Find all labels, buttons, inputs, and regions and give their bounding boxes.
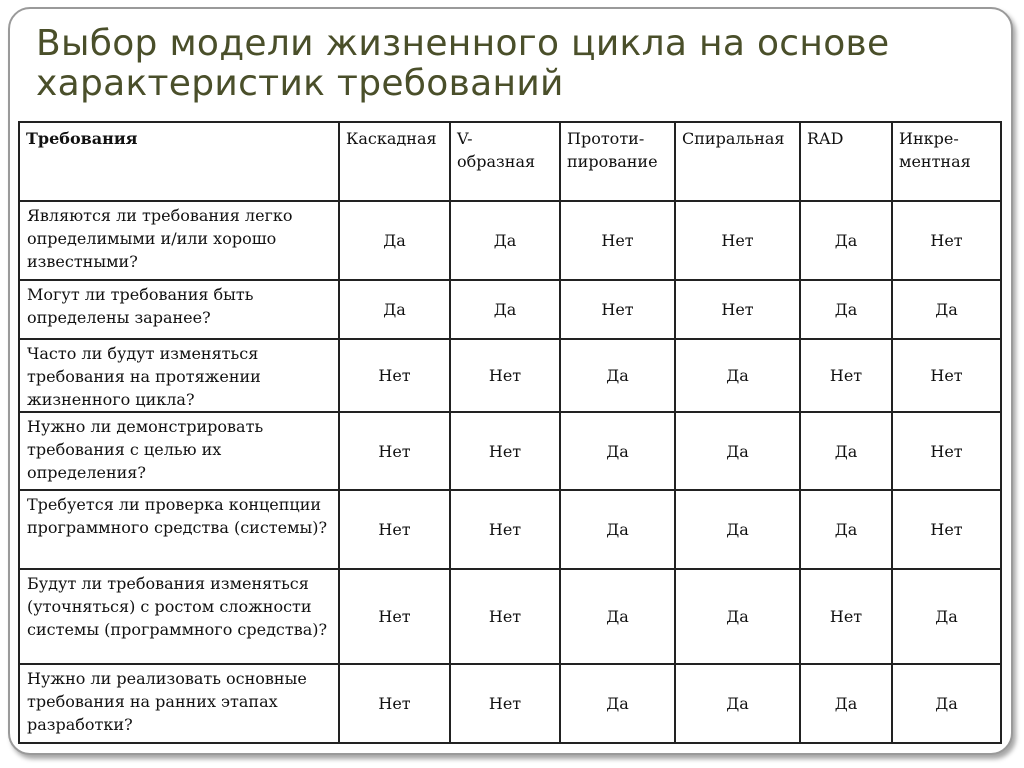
column-header-rad: RAD	[800, 122, 892, 201]
value-cell: Да	[560, 664, 675, 743]
value-cell: Нет	[450, 339, 560, 412]
column-header-prototyping: Прототи- пирование	[560, 122, 675, 201]
value-cell: Да	[450, 280, 560, 339]
value-cell: Нет	[339, 490, 450, 569]
value-cell: Да	[892, 664, 1001, 743]
value-cell: Нет	[339, 664, 450, 743]
value-cell: Нет	[339, 339, 450, 412]
requirements-table	[18, 121, 1002, 744]
table-header-row	[19, 122, 1001, 201]
value-cell: Нет	[675, 280, 800, 339]
requirement-question: Будут ли требования изменяться (уточняться) с ростом сложности системы (программного средства)?	[19, 569, 339, 664]
value-cell: Нет	[560, 280, 675, 339]
column-header-waterfall: Каскадная	[339, 122, 450, 201]
value-cell: Да	[560, 569, 675, 664]
table-row	[19, 201, 1001, 280]
value-cell: Нет	[800, 569, 892, 664]
requirement-question: Могут ли требования быть определены заранее?	[19, 280, 339, 339]
value-cell: Да	[560, 339, 675, 412]
value-cell: Нет	[450, 412, 560, 490]
value-cell: Нет	[339, 412, 450, 490]
table-row	[19, 569, 1001, 664]
requirement-question: Нужно ли реализовать основные требования на ранних этапах разработки?	[19, 664, 339, 743]
column-header-spiral: Спиральная	[675, 122, 800, 201]
table-row	[19, 280, 1001, 339]
value-cell: Да	[339, 201, 450, 280]
requirement-question: Требуется ли проверка концепции программного средства (системы)?	[19, 490, 339, 569]
table-row	[19, 664, 1001, 743]
value-cell: Да	[892, 280, 1001, 339]
value-cell: Нет	[892, 490, 1001, 569]
requirement-question: Часто ли будут изменяться требования на протяжении жизненного цикла?	[19, 339, 339, 412]
value-cell: Нет	[892, 201, 1001, 280]
table-row	[19, 490, 1001, 569]
column-header-requirements: Требования	[19, 122, 339, 201]
value-cell: Нет	[892, 339, 1001, 412]
requirement-question: Нужно ли демонстрировать требования с целью их определения?	[19, 412, 339, 490]
value-cell: Нет	[892, 412, 1001, 490]
value-cell: Да	[339, 280, 450, 339]
value-cell: Нет	[675, 201, 800, 280]
value-cell: Да	[675, 664, 800, 743]
value-cell: Да	[892, 569, 1001, 664]
value-cell: Да	[450, 201, 560, 280]
column-header-v-model: V- образная	[450, 122, 560, 201]
value-cell: Да	[800, 664, 892, 743]
value-cell: Да	[675, 339, 800, 412]
value-cell: Да	[675, 490, 800, 569]
value-cell: Да	[800, 280, 892, 339]
value-cell: Да	[800, 490, 892, 569]
value-cell: Нет	[800, 339, 892, 412]
slide-title: Выбор модели жизненного цикла на основе характеристик требований	[36, 23, 890, 104]
value-cell: Да	[560, 412, 675, 490]
value-cell: Да	[675, 569, 800, 664]
value-cell: Нет	[450, 569, 560, 664]
column-header-incremental: Инкре- ментная	[892, 122, 1001, 201]
requirement-question: Являются ли требования легко определимыми и/или хорошо известными?	[19, 201, 339, 280]
value-cell: Нет	[339, 569, 450, 664]
value-cell: Да	[800, 412, 892, 490]
value-cell: Да	[675, 412, 800, 490]
table-row	[19, 412, 1001, 490]
value-cell: Да	[560, 490, 675, 569]
value-cell: Да	[800, 201, 892, 280]
table-row	[19, 339, 1001, 412]
value-cell: Нет	[450, 664, 560, 743]
value-cell: Нет	[450, 490, 560, 569]
value-cell: Нет	[560, 201, 675, 280]
